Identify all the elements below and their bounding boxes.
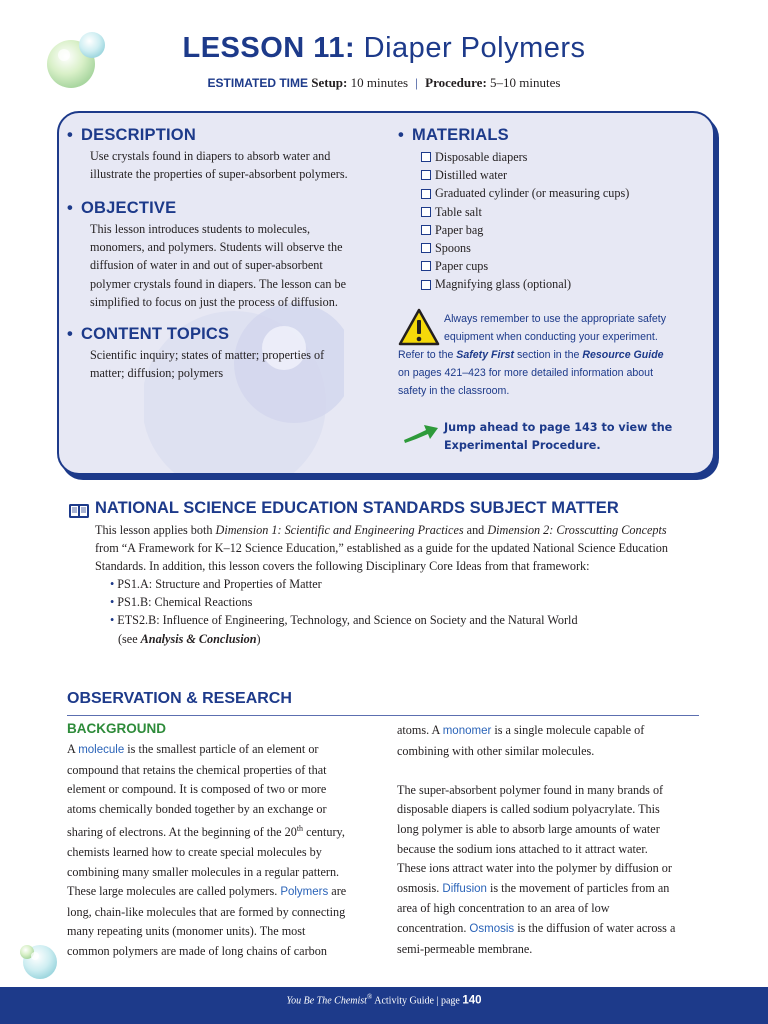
procedure-label: Procedure: [425, 75, 487, 90]
safety-note-line: on pages 421–423 for more detailed information about [398, 367, 654, 379]
checkbox-icon [421, 207, 431, 217]
background-left-column: A molecule is the smallest particle of an element or compound that retains the chemical properties of that element or compound. It is composed of two or more atoms chemically bonded together by an exchange or sharing of electrons. At the beginning of the 20th century, chemists learned how to create special molecules by combining many smaller molecules in a regular pattern. These large molecules are called polymers. Polymers are long, chain-like molecules that are formed by connecting many repeating units (monomer units). The most common polymers are made of long chains of carbon [67, 742, 347, 958]
core-idea-item: • ETS2.B: Influence of Engineering, Technology, and Science on Society and the Natural World [110, 611, 578, 629]
description-text: Use crystals found in diapers to absorb water and illustrate the properties of super-absorbent polymers. [90, 149, 348, 182]
core-idea-item: • PS1.A: Structure and Properties of Matter [110, 575, 578, 593]
warning-icon [398, 308, 440, 346]
resource-guide-ref: Resource Guide [582, 349, 664, 361]
description-heading: • DESCRIPTION [67, 126, 196, 144]
checkbox-icon [421, 189, 431, 199]
objective-heading: • OBJECTIVE [67, 199, 177, 217]
bubble-icon [18, 940, 60, 980]
core-ideas-list [110, 575, 578, 630]
materials-item: Graduated cylinder (or measuring cups) [421, 184, 629, 202]
footer-text: You Be The Chemist® Activity Guide | page 140 [286, 993, 482, 1007]
setup-value: 10 minutes [350, 75, 409, 90]
checkbox-icon [421, 152, 431, 162]
arrow-right-icon [402, 421, 440, 443]
page-title [0, 32, 768, 65]
materials-item: Spoons [421, 239, 629, 257]
lesson-title: Diaper Polymers [363, 32, 586, 64]
safety-note-line: safety in the classroom. [398, 385, 510, 397]
nses-heading: NATIONAL SCIENCE EDUCATION STANDARDS SUBJECT MATTER [95, 499, 619, 517]
safety-note-line: Always remember to use the appropriate safety [444, 313, 666, 325]
time-separator: | [415, 75, 418, 90]
term-osmosis: Osmosis [469, 922, 515, 935]
materials-item: Magnifying glass (optional) [421, 275, 629, 293]
procedure-value: 5–10 minutes [490, 75, 561, 90]
see-analysis-note: (see Analysis & Conclusion) [118, 632, 261, 646]
background-right-column: atoms. A monomer is a single molecule capable of combining with other similar molecules. The super-absorbent polymer found in many brands of disposable diapers is called sodium polyacrylate. This long polymer is able to absorb large amounts of water because the sodium ions attached to it attract water. These ions attract water into the polymer by diffusion or osmosis. Diffusion is the movement of particles from an area of high concentration to an area of low concentration. Osmosis is the diffusion of water across a semi-permeable membrane. [397, 723, 676, 956]
checkbox-icon [421, 261, 431, 271]
term-diffusion: Diffusion [442, 882, 487, 895]
section-divider [67, 715, 699, 716]
setup-label: Setup: [311, 75, 348, 90]
estimated-time-label: ESTIMATED TIME [207, 76, 308, 90]
checkbox-icon [421, 243, 431, 253]
background-heading: BACKGROUND [67, 721, 166, 736]
checkbox-icon [421, 225, 431, 235]
materials-item: Table salt [421, 203, 629, 221]
materials-item: Distilled water [421, 166, 629, 184]
page-number: 140 [462, 994, 482, 1007]
content-topics-heading: • CONTENT TOPICS [67, 325, 230, 343]
materials-item: Disposable diapers [421, 148, 629, 166]
observation-heading: OBSERVATION & RESEARCH [67, 690, 292, 707]
safety-note-line: equipment when conducting your experiment. [444, 331, 658, 343]
materials-item: Paper cups [421, 257, 629, 275]
checkbox-icon [421, 280, 431, 290]
content-topics-text: Scientific inquiry; states of matter; properties of matter; diffusion; polymers [90, 348, 325, 381]
objective-text: This lesson introduces students to molecules, monomers, and polymers. Students will observe the diffusion of water in and out of super-absorbent polymer crystals found in diapers. The lesson can be simplified to focus on just the process of diffusion. [90, 222, 346, 309]
term-monomer: monomer [442, 725, 492, 737]
term-polymers: Polymers [280, 886, 329, 899]
checkbox-icon [421, 170, 431, 180]
materials-list [421, 148, 629, 294]
bubble-decoration-icon [144, 293, 344, 475]
safety-note-line: Refer to the Safety First section in the Resource Guide [398, 349, 664, 361]
book-icon [68, 503, 90, 519]
materials-heading: • MATERIALS [398, 126, 509, 144]
materials-item: Paper bag [421, 221, 629, 239]
estimated-time [0, 75, 768, 91]
jump-ahead-note: Jump ahead to page 143 to view the Experimental Procedure. [444, 421, 673, 452]
lesson-number: LESSON 11: [182, 32, 356, 64]
nses-text: This lesson applies both Dimension 1: Scientific and Engineering Practices and Dimension 2: Crosscutting Concepts from “A Framework for K–12 Science Education,” established as a guide for the updated National Science Education Standards. In addition, this lesson covers the following Disciplinary Core Ideas from that framework: [95, 523, 668, 574]
safety-first-ref: Safety First [456, 349, 514, 361]
core-idea-item: • PS1.B: Chemical Reactions [110, 593, 578, 611]
term-molecule: molecule [78, 744, 125, 756]
